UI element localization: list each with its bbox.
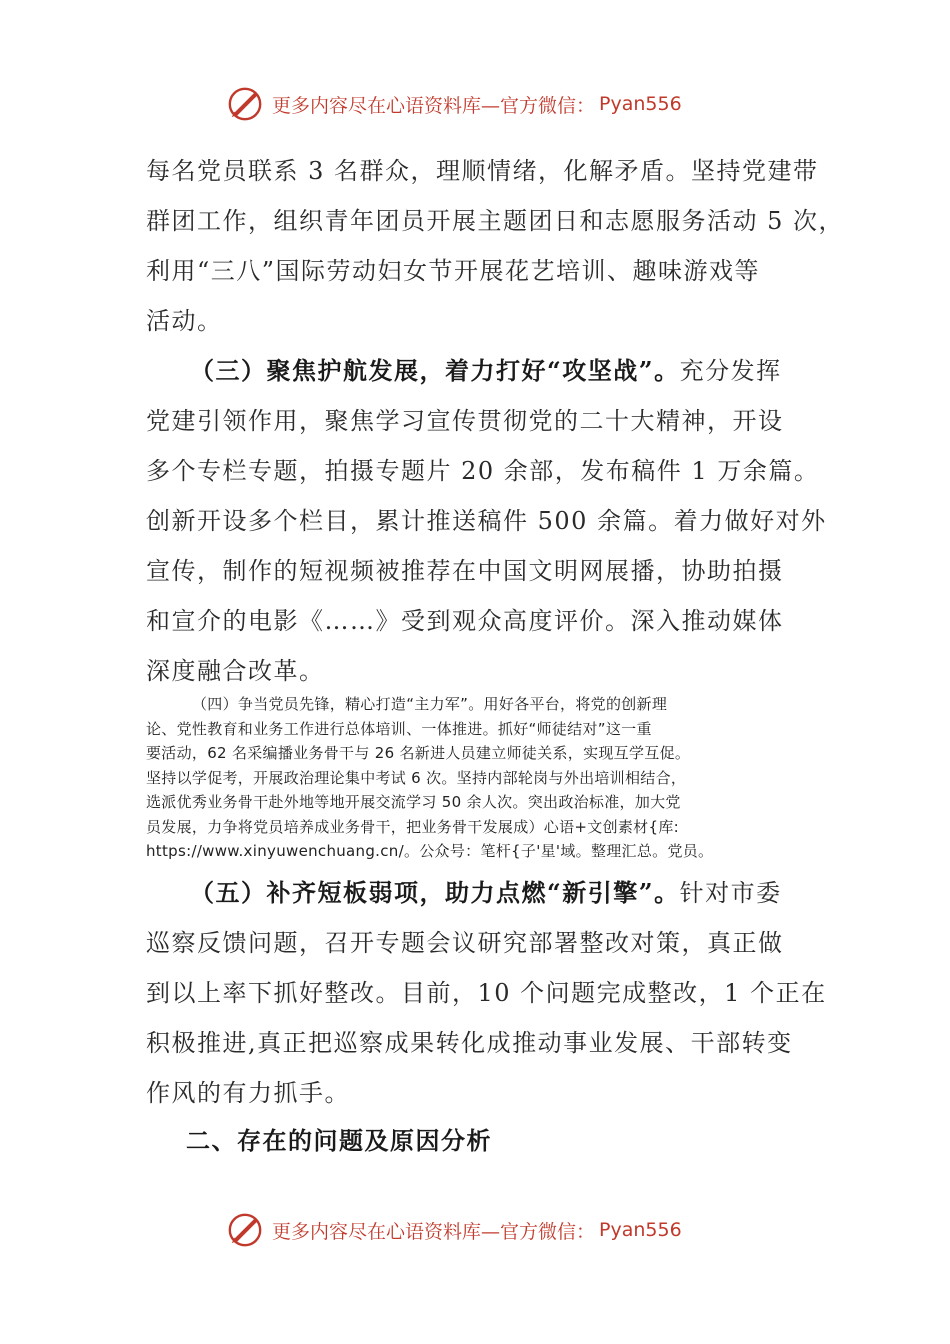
- text-line: 作风的有力抓手。: [146, 1079, 350, 1107]
- text-line: 和宣介的电影《……》受到观众高度评价。深入推动媒体: [146, 607, 784, 635]
- text-line: 创新开设多个栏目，累计推送稿件 500 余篇。着力做好对外: [146, 507, 827, 535]
- section-heading-2: 二、存在的问题及原因分析: [186, 1126, 492, 1155]
- paragraph-intro: [146, 146, 844, 346]
- text-line: [146, 346, 827, 396]
- section-3-first-tail: 充分发挥: [679, 357, 782, 385]
- header-banner: [226, 82, 682, 126]
- text-line: 论、党性教育和业务工作进行总体培训、一体推进。抓好“师徒结对”这一重: [146, 719, 652, 738]
- text-line: 积极推进,真正把巡察成果转化成推动事业发展、干部转变: [146, 1029, 793, 1057]
- text-line: 每名党员联系 3 名群众，理顺情绪，化解矛盾。坚持党建带: [146, 157, 819, 185]
- text-line: 要活动，62 名采编播业务骨干与 26 名新进人员建立师徒关系，实现互学互促。: [146, 744, 691, 762]
- text-line: 利用“三八”国际劳动妇女节开展花艺培训、趣味游戏等: [146, 257, 761, 285]
- section-5-title: （五）补齐短板弱项，助力点燃“新引擎”。: [190, 878, 680, 907]
- banner-wechat-id: Pyan556: [599, 93, 682, 115]
- text-line: （四）争当党员先锋，精心打造“主力军”。用好各平台，将党的创新理: [192, 695, 668, 713]
- section-3-title: （三）聚焦护航发展，着力打好“攻坚战”。: [190, 356, 680, 385]
- text-line: 活动。: [146, 307, 223, 335]
- text-line: 坚持以学促考，开展政治理论集中考试 6 次。坚持内部轮岗与外出培训相结合，: [146, 768, 687, 787]
- paragraph-section-5: [146, 868, 827, 1118]
- pen-logo-icon: [226, 1211, 264, 1249]
- text-line: 到以上率下抓好整改。目前，10 个问题完成整改，1 个正在: [146, 979, 827, 1007]
- text-line: [146, 868, 827, 918]
- text-line: 选派优秀业务骨干赴外地等地开展交流学习 50 余人次。突出政治标准，加大党: [146, 793, 681, 811]
- text-line: 多个专栏专题，拍摄专题片 20 余部，发布稿件 1 万余篇。: [146, 457, 820, 485]
- section-5-first-tail: 针对市委: [679, 879, 782, 907]
- paragraph-section-3: [146, 346, 827, 696]
- banner-text: 更多内容尽在心语资料库—官方微信：: [272, 1220, 596, 1243]
- text-line: 深度融合改革。: [146, 657, 325, 685]
- text-line: 群团工作，组织青年团员开展主题团日和志愿服务活动 5 次，: [146, 207, 845, 235]
- text-line: https://www.xinyuwenchuang.cn/。公众号：笔杆{子'星'域。整理汇总。党员。: [146, 842, 714, 860]
- text-line: 党建引领作用，聚焦学习宣传贯彻党的二十大精神，开设: [146, 407, 784, 435]
- pen-logo-icon: [226, 85, 264, 123]
- text-line: 宣传，制作的短视频被推荐在中国文明网展播，协助拍摄: [146, 557, 784, 585]
- banner-text: 更多内容尽在心语资料库—官方微信：: [272, 94, 596, 117]
- text-line: 员发展，力争将党员培养成业务骨干，把业务骨干发展成）心语+文创素材{库:: [146, 817, 679, 836]
- paragraph-section-4: [146, 692, 826, 864]
- text-line: 巡察反馈问题，召开专题会议研究部署整改对策，真正做: [146, 929, 784, 957]
- footer-banner: [226, 1208, 682, 1252]
- banner-wechat-id: Pyan556: [599, 1219, 682, 1241]
